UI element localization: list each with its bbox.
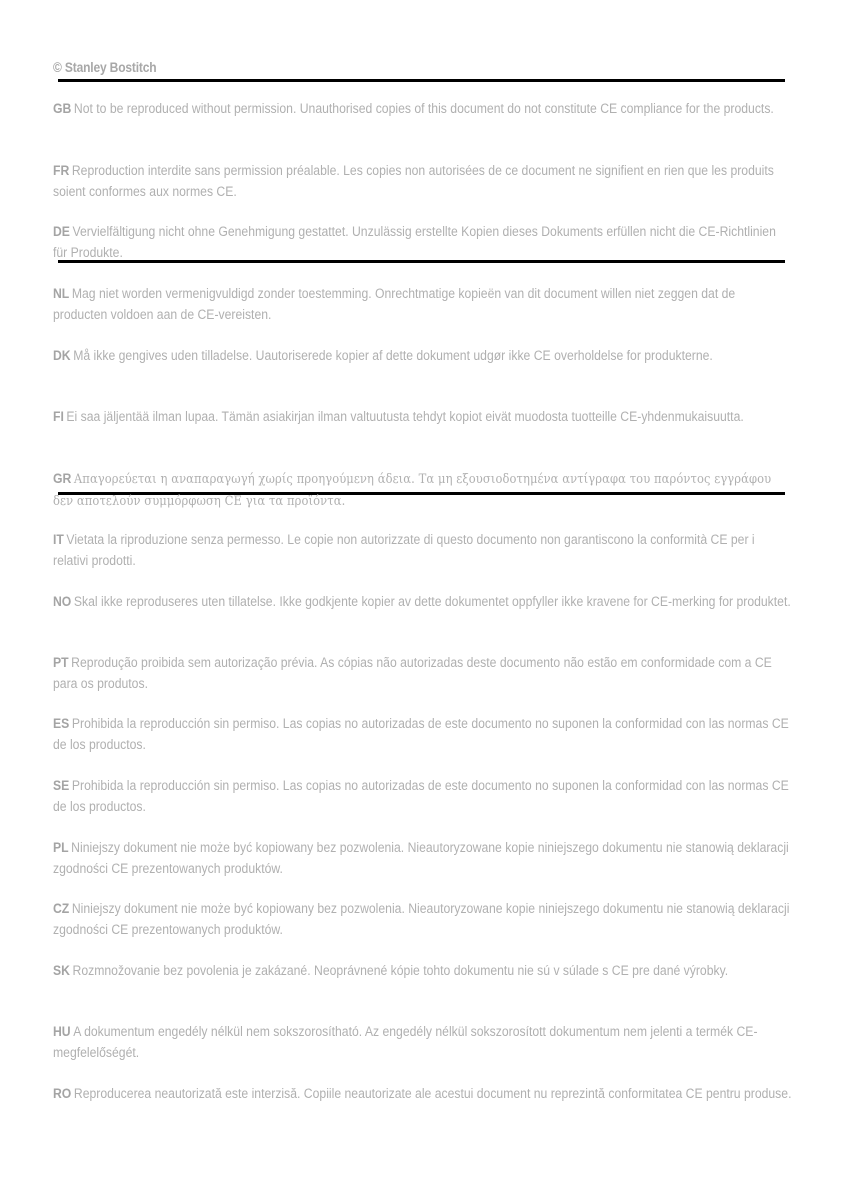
notice-fr (53, 161, 793, 202)
notice-text: Må ikke gengives uden tilladelse. Uautoriserede kopier af dette dokument udgør ikke CE overholdelse for produkterne. (73, 348, 713, 364)
language-code: DE (53, 224, 70, 240)
language-code: SE (53, 778, 70, 794)
notice-text: Vietata la riproduzione senza permesso. Le copie non autorizzate di questo documento non garantiscono la conformità CE per i relativi prodotti. (53, 532, 755, 569)
notice-text: Mag niet worden vermenigvuldigd zonder toestemming. Onrechtmatige kopieën van dit document willen niet zeggen dat de producten voldoen aan de CE-vereisten. (53, 286, 736, 323)
notice-es (53, 714, 793, 755)
notice-text: Not to be reproduced without permission. Unauthorised copies of this document do not constitute CE compliance for the products. (73, 101, 774, 117)
notice-sk (53, 961, 793, 982)
language-code: GR (53, 471, 72, 487)
language-code: RO (53, 1086, 72, 1102)
language-code: FI (53, 409, 64, 425)
language-code: NO (53, 594, 72, 610)
language-code: IT (53, 532, 64, 548)
notice-text: Rozmnožovanie bez povolenia je zakázané. Neoprávnené kópie tohto dokumentu nie sú v súlade s CE pre dané výrobky. (72, 963, 729, 979)
notice-text: Ei saa jäljentää ilman lupaa. Tämän asiakirjan ilman valtuutusta tehdyt kopiot eivät muodosta tuotteille CE-yhdenmukaisuutta. (66, 409, 744, 425)
notice-text: Prohibida la reproducción sin permiso. Las copias no autorizadas de este documento no suponen la conformidad con las normas CE de los productos. (53, 778, 789, 815)
notice-it (53, 530, 793, 571)
notice-text: Απαγορεύεται η αναπαραγωγή χωρίς προηγούμενη άδεια. Τα μη εξουσιοδοτημένα αντίγραφα του παρόντος εγγράφου δεν αποτελούν συμμόρφωση CE για τα προϊόντα. (53, 472, 772, 509)
notice-text: Vervielfältigung nicht ohne Genehmigung gestattet. Unzulässig erstellte Kopien dieses Dokuments erfüllen nicht die CE-Richtlinien für Produkte. (53, 224, 776, 261)
language-code: ES (53, 716, 70, 732)
notice-fi (53, 407, 793, 428)
language-code: GB (53, 101, 72, 117)
notice-cz (53, 899, 793, 940)
notice-pl (53, 838, 793, 879)
notice-gr (53, 469, 793, 512)
notice-no (53, 592, 793, 613)
notice-text: Skal ikke reproduseres uten tillatelse. Ikke godkjente kopier av dette dokumentet oppfyller ikke kravene for CE-merking for produktet. (73, 594, 791, 610)
notice-text: Reprodução proibida sem autorização prévia. As cópias não autorizadas deste documento não estão em conformidade com a CE para os produtos. (53, 655, 772, 692)
notice-hu (53, 1022, 793, 1063)
notice-de (53, 222, 793, 263)
notice-se (53, 776, 793, 817)
notice-text: Niniejszy dokument nie może być kopiowany bez pozwolenia. Nieautoryzowane kopie niniejszego dokumentu nie stanowią deklaracji zgodności CE prezentowanych produktów. (53, 901, 790, 938)
copyright-line: © Stanley Bostitch (53, 59, 157, 75)
notice-nl (53, 284, 793, 325)
notice-text: A dokumentum engedély nélkül nem sokszorosítható. Az engedély nélkül sokszorosított dokumentum nem jelenti a termék CE-megfelelőségét. (53, 1024, 758, 1061)
notice-dk (53, 346, 793, 367)
language-code: FR (53, 163, 70, 179)
language-code: PT (53, 655, 69, 671)
notice-pt (53, 653, 793, 694)
divider-rule-top (58, 79, 785, 82)
notice-text: Prohibida la reproducción sin permiso. Las copias no autorizadas de este documento no suponen la conformidad con las normas CE de los productos. (53, 716, 789, 753)
notice-text: Niniejszy dokument nie może być kopiowany bez pozwolenia. Nieautoryzowane kopie niniejszego dokumentu nie stanowią deklaracji zgodności CE prezentowanych produktów. (53, 840, 789, 877)
notice-ro (53, 1084, 793, 1105)
language-code: NL (53, 286, 70, 302)
language-code: PL (53, 840, 69, 856)
language-code: SK (53, 963, 70, 979)
notice-text: Reproducerea neautorizată este interzisă. Copiile neautorizate ale acestui document nu reprezintă conformitatea CE pentru produse. (73, 1086, 792, 1102)
language-code: DK (53, 348, 71, 364)
language-code: HU (53, 1024, 71, 1040)
notice-gb (53, 99, 793, 120)
language-code: CZ (53, 901, 70, 917)
notice-text: Reproduction interdite sans permission préalable. Les copies non autorisées de ce document ne signifient en rien que les produits soient conformes aux normes CE. (53, 163, 774, 200)
